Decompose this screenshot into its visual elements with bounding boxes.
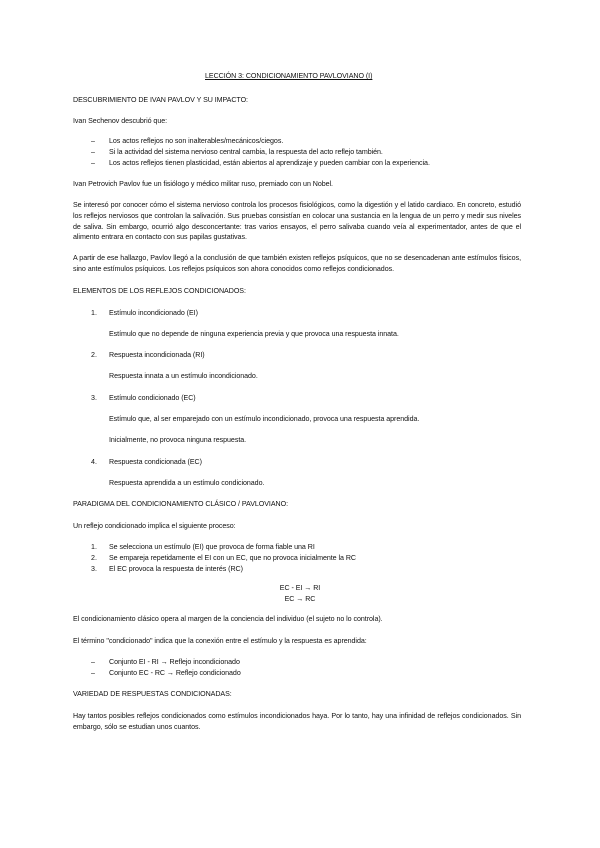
paragraph-process: Un reflejo condicionado implica el siguiente proceso: <box>73 522 236 530</box>
paragraph-psychic-reflexes: A partir de ese hallazgo, Pavlov llegó a la conclusión de que también existen reflejos psíquicos, que no se desencadenan ante estímulos físicos, sino ante estímulos psíquicos. Los reflejos psíquicos son ahora conocidos como reflejos condicionados. <box>73 254 521 273</box>
step-number: 2. <box>91 554 97 562</box>
step-number: 3. <box>91 565 97 573</box>
paragraph-variety: Hay tantos posibles reflejos condicionados como estímulos incondicionados haya. Por lo tanto, hay una infinidad de reflejos condicionados. Sin embargo, sólo se estudian unos cuantos. <box>73 712 521 731</box>
step-number: 1. <box>91 543 97 551</box>
bullet-dash: – <box>91 669 95 677</box>
formula-line: EC → RC <box>284 595 316 603</box>
paragraph-consciousness: El condicionamiento clásico opera al margen de la conciencia del individuo (el sujeto no lo controla). <box>73 615 383 623</box>
section-heading-elements: ELEMENTOS DE LOS REFLEJOS CONDICIONADOS: <box>73 287 246 295</box>
element-name: Respuesta incondicionada (RI) <box>109 351 205 359</box>
paragraph-pavlov-bio: Ivan Petrovich Pavlov fue un fisiólogo y médico militar ruso, premiado con un Nobel. <box>73 180 333 188</box>
section-heading-paradigm: PARADIGMA DEL CONDICIONAMIENTO CLÁSICO / PAVLOVIANO: <box>73 500 288 508</box>
bullet-item: Los actos reflejos tienen plasticidad, están abiertos al aprendizaje y pueden cambiar con la experiencia. <box>109 159 430 167</box>
section-heading-variety: VARIEDAD DE RESPUESTAS CONDICIONADAS: <box>73 690 232 698</box>
element-description: Estímulo que, al ser emparejado con un estímulo incondicionado, provoca una respuesta aprendida. <box>109 415 420 423</box>
element-description: Respuesta innata a un estímulo incondicionado. <box>109 372 258 380</box>
element-number: 4. <box>91 458 97 466</box>
paragraph-pavlov-research: Se interesó por conocer cómo el sistema nervioso controla los procesos fisiológicos, como la digestión y el latido cardiaco. En concreto, estudió los reflejos nerviosos que controlan la salivación. Sus pruebas consistían en colocar una sustancia en la lengua de un perro y medir sus niveles de saliva. Sin embargo, ocurrió algo desconcertante: tras varios ensayos, el perro salivaba cuando veía al experimentador, antes de que el alimento entrara en contacto con sus papilas gustativas. <box>73 201 521 242</box>
bullet-item: Si la actividad del sistema nervioso central cambia, la respuesta del acto reflejo también. <box>109 148 383 156</box>
lesson-title: LECCIÓN 3: CONDICIONAMIENTO PAVLOVIANO (I) <box>205 72 373 80</box>
step-text: Se empareja repetidamente el EI con un EC, que no provoca inicialmente la RC <box>109 554 356 562</box>
element-description: Inicialmente, no provoca ninguna respuesta. <box>109 436 247 444</box>
bullet-dash: – <box>91 137 95 145</box>
paragraph-conditioned-term: El término "condicionado" indica que la conexión entre el estímulo y la respuesta es aprendida: <box>73 637 367 645</box>
element-name: Estímulo incondicionado (EI) <box>109 309 198 317</box>
bullet-item: Conjunto EI - RI → Reflejo incondicionado <box>109 658 240 666</box>
element-name: Respuesta condicionada (EC) <box>109 458 202 466</box>
paragraph-sechenov: Ivan Sechenov descubrió que: <box>73 117 168 125</box>
element-description: Estímulo que no depende de ninguna experiencia previa y que provoca una respuesta innata. <box>109 330 399 338</box>
element-number: 2. <box>91 351 97 359</box>
element-description: Respuesta aprendida a un estímulo condicionado. <box>109 479 265 487</box>
step-text: El EC provoca la respuesta de interés (RC) <box>109 565 243 573</box>
bullet-dash: – <box>91 159 95 167</box>
bullet-dash: – <box>91 658 95 666</box>
element-number: 3. <box>91 394 97 402</box>
element-name: Estímulo condicionado (EC) <box>109 394 196 402</box>
step-text: Se selecciona un estímulo (EI) que provoca de forma fiable una RI <box>109 543 315 551</box>
element-number: 1. <box>91 309 97 317</box>
bullet-item: Los actos reflejos no son inalterables/mecánicos/ciegos. <box>109 137 284 145</box>
section-heading-discovery: DESCUBRIMIENTO DE IVAN PAVLOV Y SU IMPACTO: <box>73 96 248 104</box>
formula-line: EC - EI → RI <box>279 584 321 592</box>
bullet-item: Conjunto EC - RC → Reflejo condicionado <box>109 669 241 677</box>
bullet-dash: – <box>91 148 95 156</box>
